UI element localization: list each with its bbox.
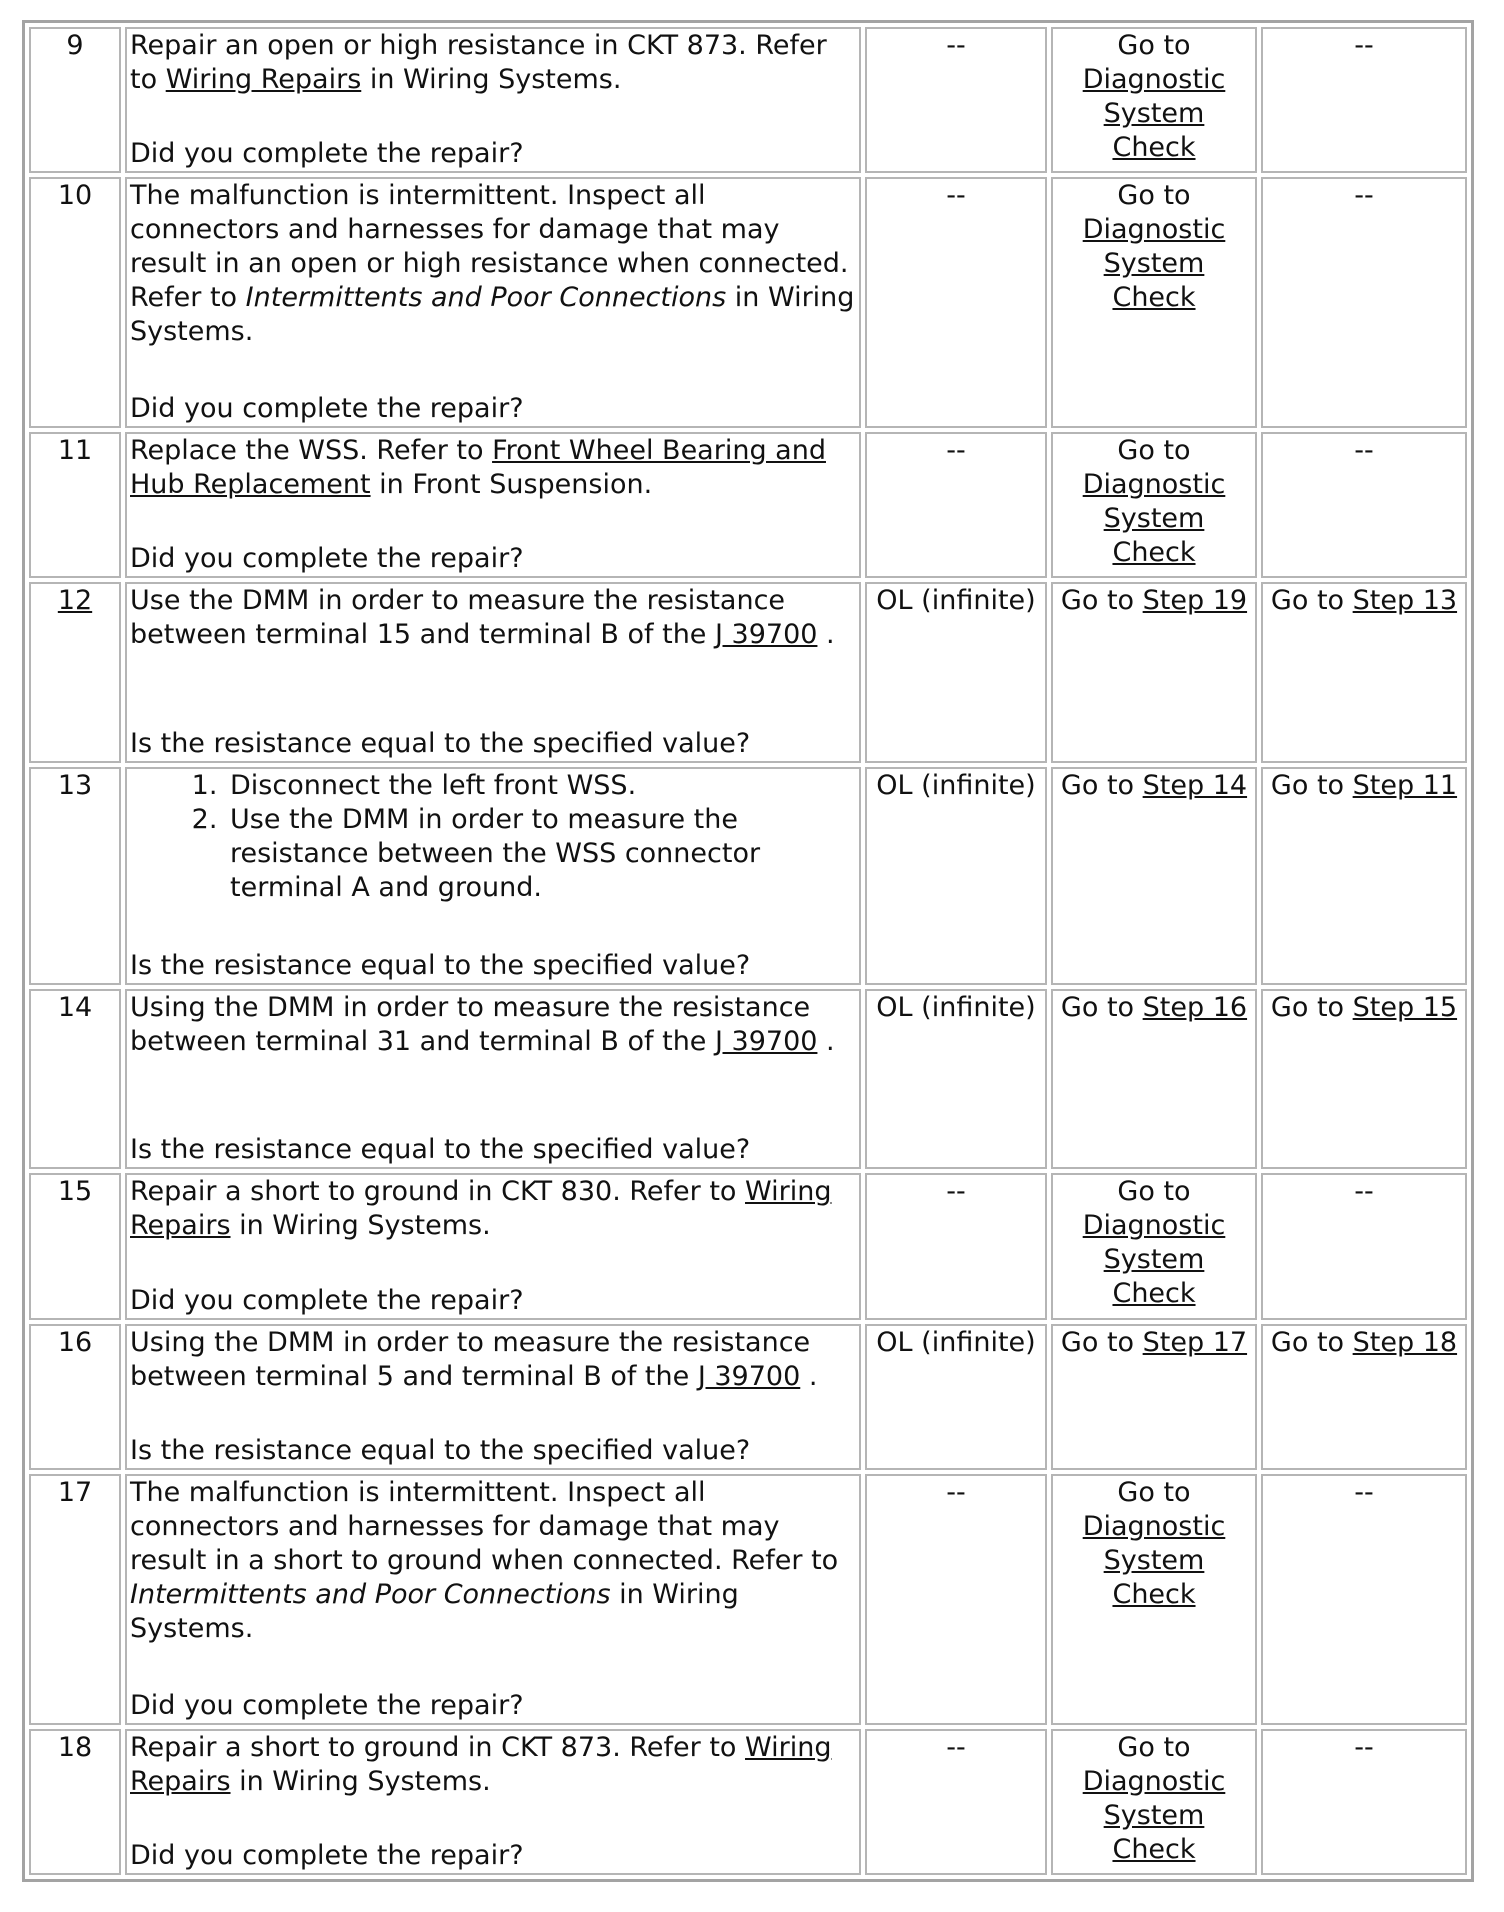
action-text-part: Repair a short to ground in CKT 873. Refer to [130,1731,746,1763]
action-cell [125,1474,861,1725]
action-text-part: The malfunction is intermittent. Inspect all connectors and harnesses for damage that may result in an open or high resistance when connected. Refer to [130,180,849,314]
action-text-part: Use the DMM in order to measure the resistance between terminal 15 and terminal B of the [130,585,786,651]
diagnostic-system-check-link[interactable]: System [1103,502,1205,534]
step-number-cell [29,1474,121,1725]
go-to-label: Go to [1270,585,1353,617]
action-cell [125,1324,861,1470]
no-action-value: -- [1354,1731,1374,1763]
step-number: 15 [57,1176,93,1208]
step-number: 11 [57,434,93,466]
step-link[interactable]: Step 13 [1352,585,1458,617]
reference-link[interactable]: J 39700 [715,619,818,651]
action-text-part: Using the DMM in order to measure the resistance between terminal 31 and terminal B of the [130,992,811,1058]
diagnostic-system-check-link[interactable]: Diagnostic [1082,64,1226,95]
step-number: 14 [57,992,93,1024]
action-text-part: . [817,1026,835,1058]
action-text-part: Repair a short to ground in CKT 830. Refer to [130,1176,746,1208]
action-cell [125,432,861,578]
yes-cell [1051,27,1257,173]
reference-link[interactable]: J 39700 [697,1360,801,1392]
action-text-part: . [800,1360,818,1392]
diagnostic-system-check-link[interactable]: Diagnostic [1082,1511,1226,1543]
reference-link[interactable]: Front Wheel Bearing and Hub Replacement [130,434,826,500]
no-cell [1261,582,1467,762]
no-cell [1261,989,1467,1169]
action-cell [125,27,861,173]
action-text [130,1175,856,1243]
step-number-cell [29,1324,121,1470]
action-text-part: Using the DMM in order to measure the resistance between terminal 5 and terminal B of the [130,1326,811,1392]
step-question: Is the resistance equal to the specified value? [130,950,751,982]
no-cell [1261,767,1467,985]
reference-title: Intermittents and Poor Connections [245,282,727,314]
diagnostic-system-check-link[interactable]: System [1103,1799,1205,1831]
go-to-label: Go to [1117,1477,1191,1509]
specified-value: -- [946,180,966,212]
no-action-value: -- [1354,434,1374,466]
value-cell [865,1729,1047,1875]
action-text-part: in Wiring Systems. [230,1210,491,1242]
yes-cell [1051,1173,1257,1319]
no-cell [1261,27,1467,173]
value-cell [865,582,1047,762]
diagnostic-system-check-link[interactable]: Diagnostic [1082,214,1226,246]
step-question: Is the resistance equal to the specified value? [130,1134,751,1166]
reference-link[interactable]: Wiring Repairs [130,1176,832,1242]
step-row [29,27,1467,173]
specified-value: -- [946,1477,966,1509]
step-number-cell [29,989,121,1169]
step-row [29,1173,1467,1319]
specified-value: -- [946,1176,966,1208]
step-link[interactable]: Step 11 [1352,769,1458,801]
yes-cell [1051,1474,1257,1725]
action-text-part: in Front Suspension. [370,468,653,500]
step-link[interactable]: Step 17 [1142,1326,1248,1358]
action-cell [125,177,861,428]
go-to-label: Go to [1117,434,1191,466]
step-number: 13 [57,769,93,801]
specified-value: OL (infinite) [876,769,1036,801]
value-cell [865,177,1047,428]
step-number-cell [29,27,121,173]
go-to-label: Go to [1060,1326,1143,1358]
action-text [130,29,856,97]
no-action-value: -- [1354,30,1374,61]
step-row [29,582,1467,762]
step-row [29,1729,1467,1875]
step-number-cell [29,432,121,578]
specified-value: OL (infinite) [876,585,1036,617]
specified-value: OL (infinite) [876,1326,1036,1358]
step-number-cell [29,767,121,985]
go-to-label: Go to [1060,992,1143,1024]
value-cell [865,1324,1047,1470]
action-cell [125,582,861,762]
step-question: Is the resistance equal to the specified value? [130,727,751,759]
step-number-cell [29,1173,121,1319]
go-to-label: Go to [1117,1731,1191,1763]
step-number: 10 [57,180,93,212]
action-cell [125,1173,861,1319]
diagnostic-table [22,20,1474,1882]
action-cell [125,989,861,1169]
specified-value: -- [946,30,966,61]
action-text-part: Replace the WSS. Refer to [130,434,493,466]
reference-link[interactable]: Wiring Repairs [165,64,362,95]
action-text-part: in Wiring Systems. [230,1765,491,1797]
diagnostic-system-check-link[interactable]: System [1103,1244,1205,1276]
action-text-part: in Wiring Systems. [130,1579,739,1645]
yes-cell [1051,989,1257,1169]
value-cell [865,1173,1047,1319]
action-cell [125,767,861,985]
step-number-cell [29,1729,121,1875]
value-cell [865,1474,1047,1725]
step-question: Did you complete the repair? [130,392,524,424]
action-text [130,434,856,502]
step-number: 18 [57,1731,93,1763]
value-cell [865,989,1047,1169]
no-cell [1261,1474,1467,1725]
step-number: 9 [66,30,84,61]
diagnostic-system-check-link[interactable]: Check [1112,132,1196,163]
action-list-item: 2. Use the DMM in order to measure the resistance between the WSS connector terminal A and ground. [226,803,856,905]
action-cell [125,1729,861,1875]
go-to-label: Go to [1117,30,1191,61]
step-number: 17 [57,1477,93,1509]
no-cell [1261,1729,1467,1875]
step-question: Did you complete the repair? [130,1840,524,1871]
value-cell [865,432,1047,578]
step-number: 16 [57,1326,93,1358]
diagnostic-system-check-link[interactable]: Check [1112,282,1196,314]
step-question: Did you complete the repair? [130,138,524,170]
action-text [130,1326,856,1394]
step-link[interactable]: Step 16 [1142,992,1248,1024]
reference-link[interactable]: Wiring Repairs [130,1731,832,1797]
no-action-value: -- [1354,1176,1374,1208]
specified-value: -- [946,1731,966,1763]
step-question: Did you complete the repair? [130,543,524,575]
yes-cell [1051,177,1257,428]
action-text-part: in Wiring Systems. [361,64,622,95]
step-number-cell [29,177,121,428]
action-text [130,991,856,1059]
diagnostic-system-check-link[interactable]: Diagnostic [1082,1765,1226,1797]
step-question: Did you complete the repair? [130,1689,524,1721]
action-list-item: 1. Disconnect the left front WSS. [226,769,856,803]
step-row [29,989,1467,1169]
step-row [29,1474,1467,1725]
action-text-part: The malfunction is intermittent. Inspect all connectors and harnesses for damage that may result in a short to ground when connected. Refer to [130,1477,839,1577]
yes-cell [1051,767,1257,985]
reference-title: Intermittents and Poor Connections [130,1579,611,1611]
step-row [29,767,1467,985]
yes-cell [1051,432,1257,578]
diagnostic-system-check-link[interactable]: Check [1112,1833,1196,1865]
specified-value: OL (infinite) [876,992,1036,1024]
diagnostic-system-check-link[interactable]: Check [1112,536,1196,568]
step-link[interactable]: Step 15 [1352,992,1458,1024]
no-cell [1261,432,1467,578]
diagnostic-table-body [29,27,1467,1875]
specified-value: -- [946,434,966,466]
no-cell [1261,1173,1467,1319]
go-to-label: Go to [1117,1176,1191,1208]
action-text [130,584,856,652]
action-text [130,1476,856,1646]
action-text-part: in Wiring Systems. [130,282,855,348]
yes-cell [1051,582,1257,762]
yes-cell [1051,1729,1257,1875]
diagnostic-system-check-link[interactable]: Diagnostic [1082,1210,1226,1242]
diagnostic-system-check-link[interactable]: Diagnostic [1082,468,1226,500]
no-cell [1261,177,1467,428]
diagnostic-system-check-link[interactable]: System [1103,1545,1205,1577]
step-row [29,1324,1467,1470]
step-link[interactable]: Step 14 [1142,769,1248,801]
go-to-label: Go to [1060,585,1143,617]
go-to-label: Go to [1117,180,1191,212]
action-text [130,1731,856,1799]
no-cell [1261,1324,1467,1470]
value-cell [865,767,1047,985]
step-row [29,177,1467,428]
go-to-label: Go to [1270,992,1353,1024]
action-text-part: . [817,619,835,651]
no-action-value: -- [1354,1477,1374,1509]
diagnostic-system-check-link[interactable]: System [1103,248,1205,280]
diagnostic-system-check-link[interactable]: Check [1112,1579,1196,1611]
diagnostic-system-check-link[interactable]: System [1103,98,1205,129]
go-to-label: Go to [1270,1326,1353,1358]
step-question: Is the resistance equal to the specified value? [130,1435,751,1467]
action-text-part: Repair an open or high resistance in CKT 873. Refer to [130,30,827,95]
step-row [29,432,1467,578]
step-link[interactable]: Step 18 [1352,1326,1458,1358]
go-to-label: Go to [1060,769,1143,801]
step-number-link[interactable]: 12 [57,585,93,617]
reference-link[interactable]: J 39700 [715,1026,818,1058]
no-action-value: -- [1354,180,1374,212]
action-list [130,769,856,905]
step-link[interactable]: Step 19 [1142,585,1248,617]
yes-cell [1051,1324,1257,1470]
go-to-label: Go to [1270,769,1353,801]
diagnostic-system-check-link[interactable]: Check [1112,1278,1196,1310]
value-cell [865,27,1047,173]
step-question: Did you complete the repair? [130,1284,524,1316]
diagnostic-table-container [22,20,1464,1882]
action-text [130,769,856,905]
step-number-cell [29,582,121,762]
action-text [130,179,856,349]
